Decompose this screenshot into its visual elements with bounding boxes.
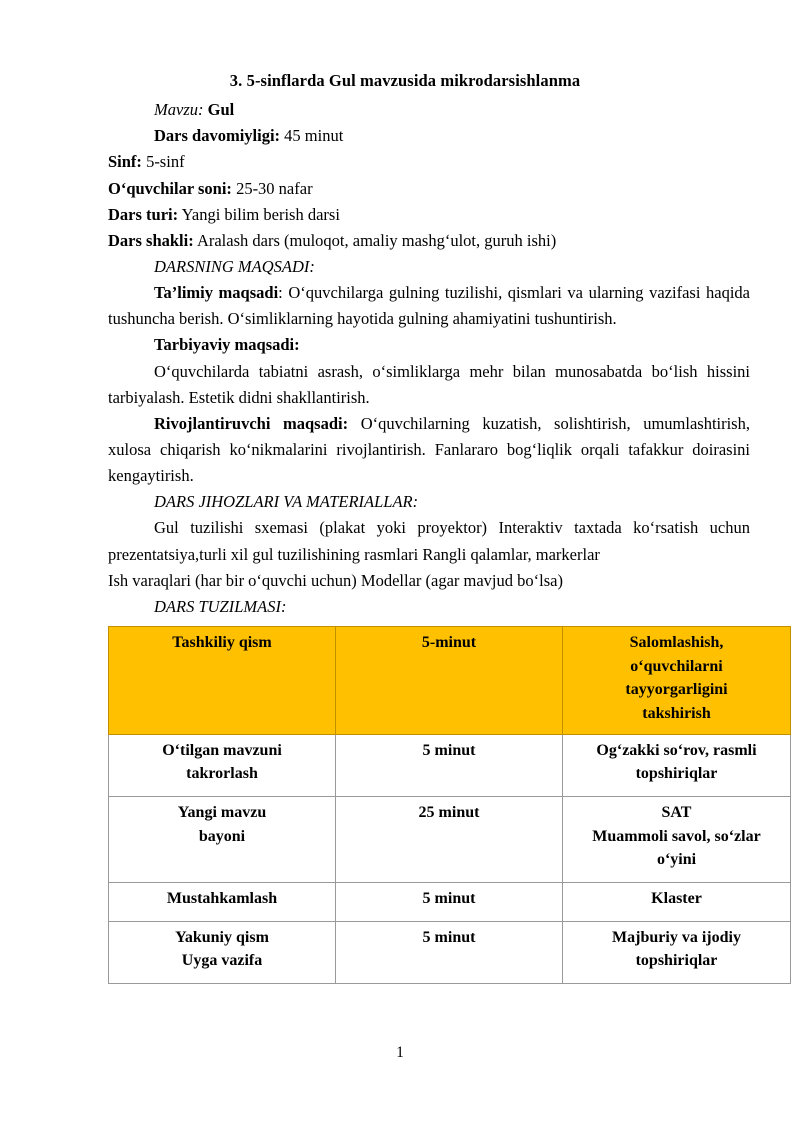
cell-line: bayoni [198, 827, 246, 845]
page-title: 3. 5-sinflarda Gul mavzusida mikrodarsishlanma [229, 71, 581, 90]
table-cell-duration [336, 626, 563, 734]
meta-line-dars-davomiyligi [108, 123, 750, 149]
cell-line: 5 minut [422, 741, 476, 759]
heading-dars-jihozlari [108, 489, 750, 515]
table-cell-activity [563, 734, 791, 796]
meta-label-dars-shakli: Dars shakli: [108, 230, 194, 250]
cell-line: Salomlashish, [629, 633, 724, 651]
heading-darsning-maqsadi-text: DARSNING MAQSADI: [154, 256, 315, 276]
meta-label-oquvchilar-soni: O‘quvchilar soni: [108, 178, 232, 198]
heading-dars-tuzilmasi [108, 594, 750, 620]
paragraph-jihozlari-1: Gul tuzilishi sxemasi (plakat yoki proyektor) Interaktiv taxtada ko‘rsatish uchun prezentatsiya,turli xil gul tuzilishining rasmlari Rangli qalamlar, markerlar [108, 518, 750, 564]
cell-line: o‘yini [656, 851, 697, 869]
table-cell-activity [563, 796, 791, 882]
table-cell-stage [109, 734, 336, 796]
meta-line-dars-turi [108, 202, 750, 228]
heading-dars-tuzilmasi-text: DARS TUZILMASI: [154, 596, 287, 616]
cell-line: takrorlash [186, 765, 258, 783]
meta-label-mavzu: Mavzu: [154, 100, 204, 120]
cell-line: 5-minut [421, 633, 477, 651]
paragraph-talimiy-maqsadi [108, 280, 750, 332]
cell-line: Mustahkamlash [166, 889, 278, 907]
cell-line: Uyga vazifa [181, 952, 263, 970]
cell-line: takshirish [642, 704, 711, 722]
meta-label-dars-davomiyligi: Dars davomiyligi: [154, 126, 281, 146]
heading-tarbiyaviy-maqsadi [108, 332, 750, 358]
cell-line: 5 minut [422, 928, 476, 946]
cell-line: SAT [661, 803, 692, 821]
table-cell-duration [336, 921, 563, 983]
table-cell-stage [109, 882, 336, 921]
label-rivojlantiruvchi-maqsadi: Rivojlantiruvchi maqsadi: [154, 413, 349, 433]
meta-value-dars-turi: Yangi bilim berish darsi [178, 204, 340, 224]
cell-line: topshiriqlar [635, 952, 718, 970]
table-cell-activity [563, 921, 791, 983]
table-cell-activity [563, 626, 791, 734]
meta-value-oquvchilar-soni: 25-30 nafar [231, 178, 313, 198]
table-row [109, 796, 791, 882]
text-tarbiyaviy-maqsadi: O‘quvchilarda tabiatni asrash, o‘simliklarga mehr bilan munosabatda bo‘lish hissini tarbiyalash. Estetik didni shakllantirish. [108, 361, 750, 407]
cell-line: Yangi mavzu [177, 803, 267, 821]
cell-line: tayyorgarligini [625, 681, 728, 699]
cell-line: 5 minut [422, 889, 476, 907]
cell-line: 25 minut [418, 803, 480, 821]
table-cell-stage [109, 626, 336, 734]
table-row [109, 734, 791, 796]
meta-value-dars-shakli: Aralash dars (muloqot, amaliy mashg‘ulot, guruh ishi) [193, 230, 557, 250]
table-cell-stage [109, 796, 336, 882]
cell-line: Og‘zakki so‘rov, rasmli [596, 741, 757, 759]
meta-line-oquvchilar-soni [108, 176, 750, 202]
table-cell-stage [109, 921, 336, 983]
lesson-structure-table [108, 626, 791, 984]
cell-line: Yakuniy qism [175, 928, 269, 946]
cell-line: O‘tilgan mavzuni [162, 741, 282, 759]
cell-line: Klaster [651, 889, 702, 907]
table-row [109, 921, 791, 983]
meta-line-mavzu [108, 97, 750, 123]
page-number: 1 [396, 1044, 404, 1061]
paragraph-rivojlantiruvchi-maqsadi [108, 411, 750, 489]
label-talimiy-maqsadi: Ta’limiy maqsadi [154, 283, 279, 303]
paragraph-tarbiyaviy-maqsadi [108, 359, 750, 411]
paragraph-jihozlari-2: Ish varaqlari (har bir o‘quvchi uchun) Modellar (agar mavjud bo‘lsa) [108, 570, 563, 590]
heading-tarbiyaviy-maqsadi-text: Tarbiyaviy maqsadi: [154, 335, 300, 355]
heading-dars-jihozlari-text: DARS JIHOZLARI VA MATERIALLAR: [154, 492, 419, 512]
meta-value-sinf: 5-sinf [141, 152, 185, 172]
meta-label-sinf: Sinf: [108, 152, 142, 172]
meta-value-mavzu: Gul [203, 100, 235, 120]
table-cell-duration [336, 882, 563, 921]
cell-line: Tashkiliy qism [172, 633, 272, 651]
meta-line-dars-shakli [108, 228, 750, 254]
cell-line: topshiriqlar [635, 765, 718, 783]
text-rivojlantiruvchi-maqsadi: O‘quvchilarning kuzatish, solishtirish, umumlashtirish, xulosa chiqarish ko‘nikmalarini rivojlantirish. Fanlararo bog‘liqlik orqali tafakkur doirasini kengaytirish. [108, 413, 750, 486]
cell-line: Muammoli savol, so‘zlar [592, 827, 761, 845]
meta-line-sinf [108, 149, 750, 175]
cell-line: Majburiy va ijodiy [612, 928, 741, 946]
table-cell-duration [336, 796, 563, 882]
meta-value-dars-davomiyligi: 45 minut [280, 126, 344, 146]
table-row-header [109, 626, 791, 734]
table-cell-duration [336, 734, 563, 796]
table-row [109, 882, 791, 921]
table-cell-activity [563, 882, 791, 921]
text-talimiy-maqsadi: : O‘quvchilarga gulning tuzilishi, qismlari va ularning vazifasi haqida tushuncha berish. O‘simliklarning hayotida gulning ahamiyatini tushuntirish. [108, 283, 750, 329]
meta-label-dars-turi: Dars turi: [108, 204, 179, 224]
heading-darsning-maqsadi [108, 254, 750, 280]
cell-line: o‘quvchilarni [630, 657, 723, 675]
